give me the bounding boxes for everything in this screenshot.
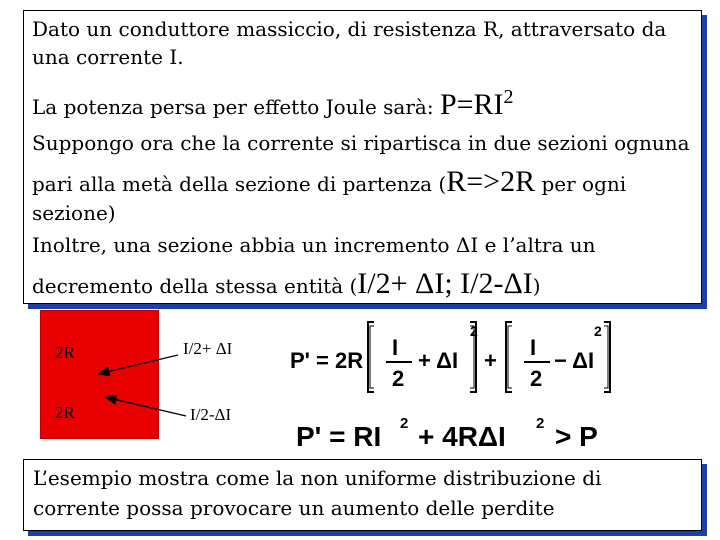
- resistor-label-top: 2R: [55, 343, 75, 362]
- resistor-label-bottom: 2R: [55, 403, 75, 422]
- f1-den-2: 2: [530, 366, 543, 391]
- text-line-7-lead: Inoltre, una sezione abbia un incremento: [32, 233, 456, 257]
- f1-exp-1: 2: [470, 323, 478, 339]
- text-line-5-lead: pari alla metà della sezione di partenza (: [32, 172, 447, 196]
- f1-num-2: I: [530, 335, 537, 360]
- conclusion-line-1: L’esempio mostra come la non uniforme distribuzione di: [33, 466, 602, 490]
- joule-formula-exponent: 2: [503, 86, 514, 108]
- f2-exp-2: 2: [536, 415, 545, 432]
- text-line-2: una corrente I.: [32, 45, 184, 69]
- conclusion-line-2: corrente possa provocare un aumento delle perdite: [33, 496, 555, 520]
- arrow-top: [98, 355, 178, 374]
- f2-part-a: P' = RI: [296, 421, 382, 452]
- f1-plus-delta: + ΔI: [418, 348, 459, 373]
- f2-part-b: + 4RΔI: [418, 421, 506, 452]
- conclusion-box: [23, 459, 702, 531]
- power-formula-split: [290, 322, 610, 392]
- text-line-1: Dato un conduttore massiccio, di resistenza R, attraversato da: [32, 17, 667, 41]
- text-line-8-lead: decremento della stessa entità (: [32, 274, 358, 298]
- resistance-formula: R=>2R: [446, 165, 536, 198]
- text-line-3-lead: La potenza persa per effetto Joule sarà:: [32, 95, 434, 119]
- current-label-bottom: I/2-ΔI: [190, 405, 232, 424]
- f1-plus: +: [484, 348, 497, 373]
- text-line-7-tail: I e l’altra un: [470, 233, 596, 257]
- f1-lhs: P' = 2R: [290, 348, 364, 373]
- power-formula-result: [296, 415, 598, 452]
- joule-formula-base: P=RI: [439, 88, 504, 121]
- f1-num-1: I: [392, 335, 399, 360]
- f1-minus-delta: − ΔI: [554, 348, 595, 373]
- delta-symbol: Δ: [455, 233, 471, 257]
- f1-den-1: 2: [392, 366, 405, 391]
- f1-bracket-left-open: [368, 322, 374, 392]
- text-line-8-tail: ): [532, 274, 541, 298]
- text-line-5-tail: per ogni: [535, 172, 627, 196]
- arrow-bottom: [105, 397, 186, 416]
- f2-exp-1: 2: [400, 415, 409, 432]
- text-line-6: sezione): [32, 201, 116, 225]
- text-line-4: Suppongo ora che la corrente si ripartisca in due sezioni ognuna: [32, 131, 690, 155]
- current-label-top: I/2+ ΔI: [183, 339, 233, 358]
- f1-exp-2: 2: [594, 323, 602, 339]
- current-split-formula: I/2+ ΔI; I/2-ΔI: [357, 267, 533, 300]
- f1-bracket-right-open: [506, 322, 512, 392]
- f1-bracket-right-close: [604, 322, 610, 392]
- f2-part-c: > P: [555, 421, 598, 452]
